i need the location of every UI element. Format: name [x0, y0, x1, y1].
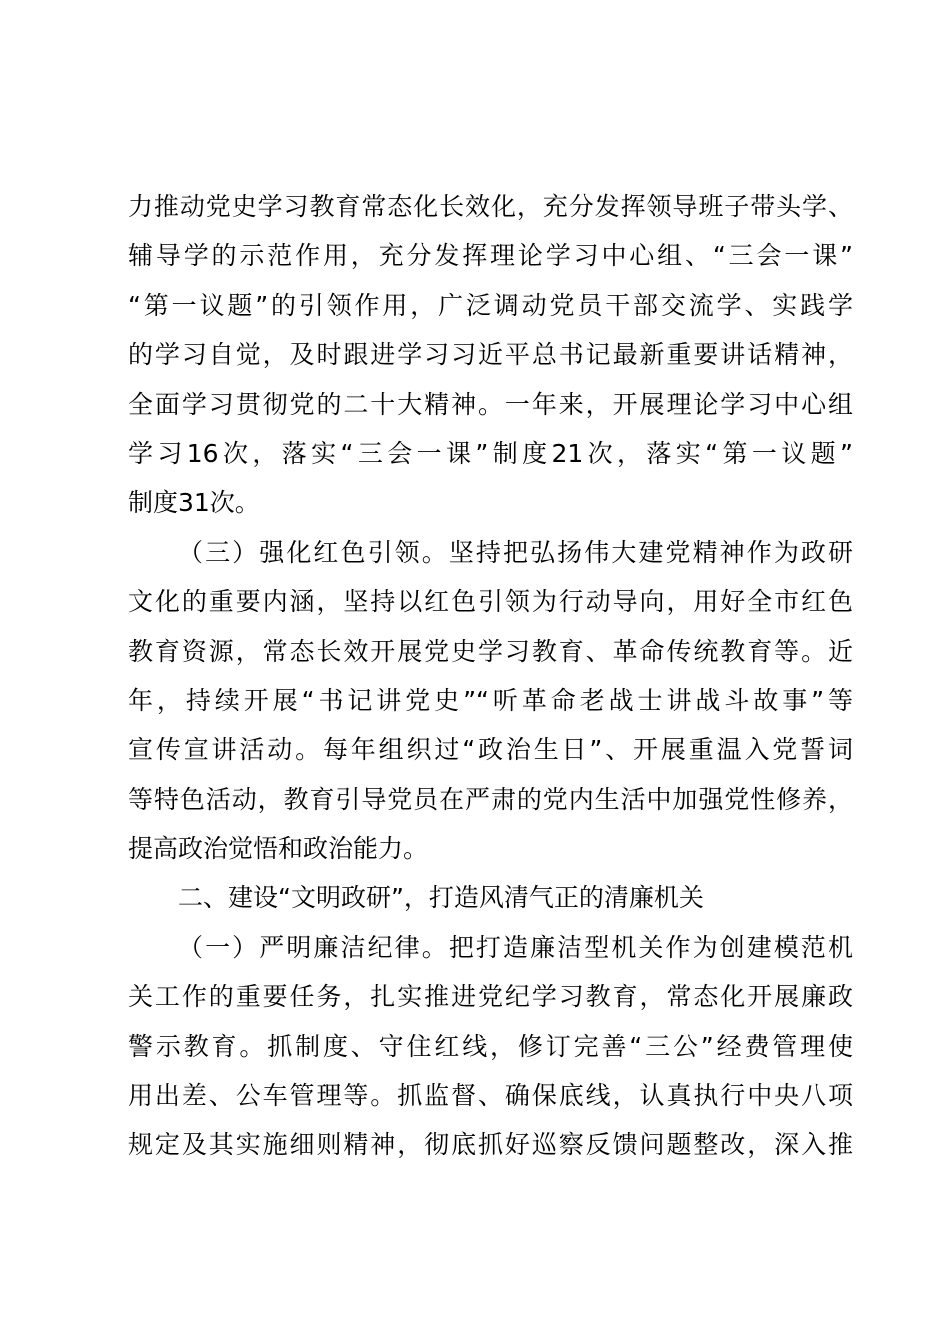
- text-line: 制度31次。: [128, 488, 260, 518]
- document-body: [128, 182, 853, 1170]
- text-line: 文化的重要内涵，坚持以红色引领为行动导向，用好全市红色: [128, 587, 853, 617]
- text-line: “第一议题”的引领作用，广泛调动党员干部交流学、实践学: [128, 290, 853, 320]
- text-line: 警示教育。抓制度、守住红线，修订完善“三公”经费管理使: [128, 1031, 853, 1061]
- text-line: 学习16次，落实“三会一课”制度21次，落实“第一议题”: [128, 438, 853, 468]
- text-line: 规定及其实施细则精神，彻底抓好巡察反馈问题整改，深入推: [128, 1130, 853, 1160]
- text-line: 宣传宣讲活动。每年组织过“政治生日”、开展重温入党誓词: [128, 735, 853, 765]
- text-line: 教育资源，常态长效开展党史学习教育、革命传统教育等。近: [128, 636, 853, 666]
- section-heading-line: （一）严明廉洁纪律。把打造廉洁型机关作为创建模范机: [178, 932, 853, 962]
- text-line: 用出差、公车管理等。抓监督、确保底线，认真执行中央八项: [128, 1081, 853, 1111]
- chapter-heading: 二、建设“文明政研”，打造风清气正的清廉机关: [178, 883, 704, 913]
- text-line: 年，持续开展“书记讲党史”“听革命老战士讲战斗故事”等: [128, 685, 853, 715]
- text-line: 提高政治觉悟和政治能力。: [128, 834, 429, 864]
- text-line: 关工作的重要任务，扎实推进党纪学习教育，常态化开展廉政: [128, 982, 853, 1012]
- section-heading-line: （三）强化红色引领。坚持把弘扬伟大建党精神作为政研: [178, 537, 853, 567]
- text-line: 全面学习贯彻党的二十大精神。一年来，开展理论学习中心组: [128, 389, 853, 419]
- text-line: 的学习自觉，及时跟进学习习近平总书记最新重要讲话精神，: [128, 340, 853, 370]
- text-line: 辅导学的示范作用，充分发挥理论学习中心组、“三会一课”: [128, 241, 853, 271]
- text-line: 等特色活动，教育引导党员在严肃的党内生活中加强党性修养，: [128, 784, 853, 814]
- text-line: 力推动党史学习教育常态化长效化，充分发挥领导班子带头学、: [128, 192, 853, 221]
